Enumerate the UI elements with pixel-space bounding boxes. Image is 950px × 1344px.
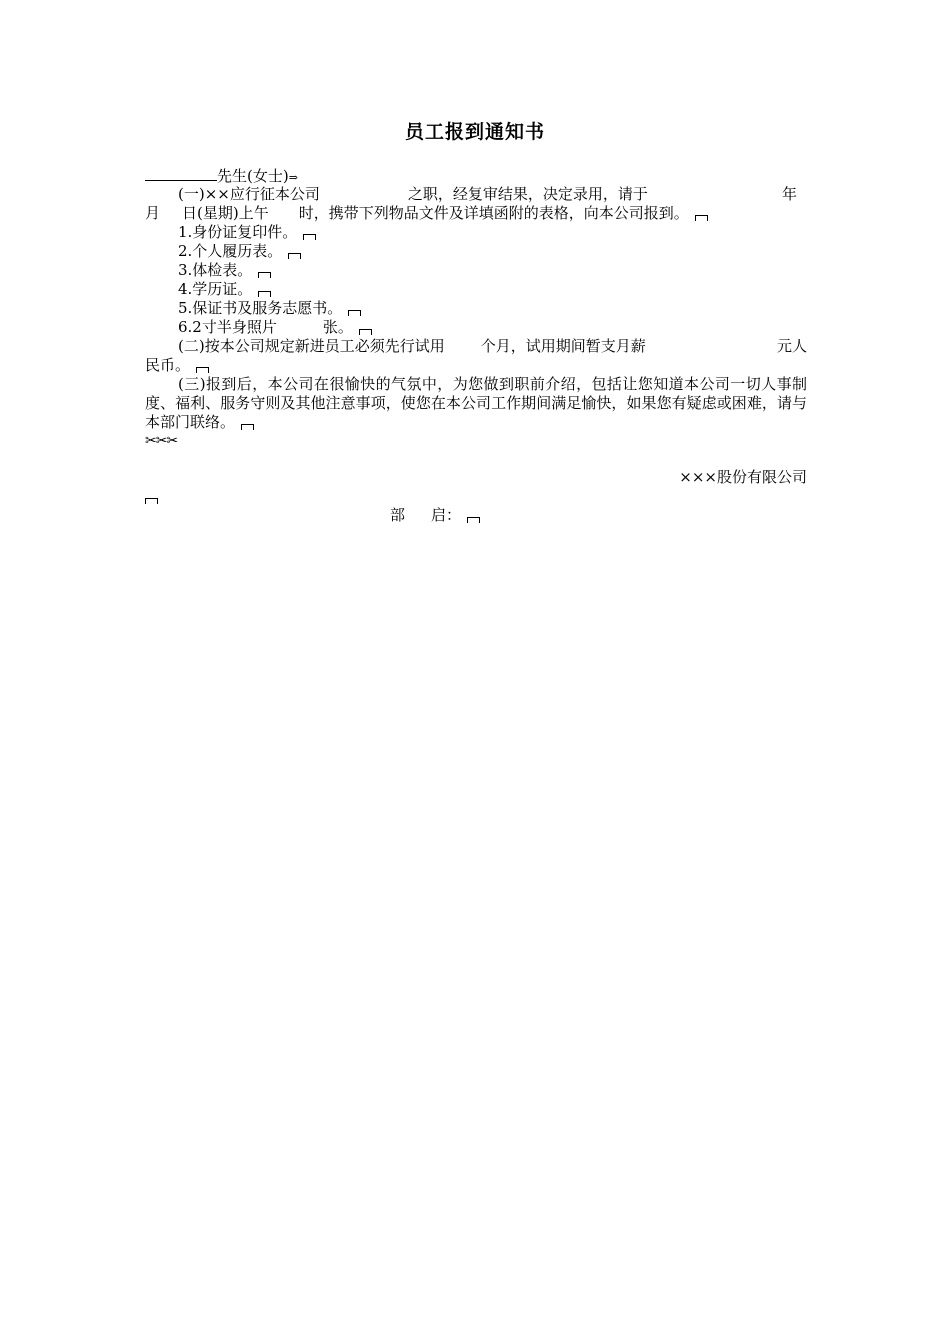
list-item [145, 318, 807, 337]
salutation-line [145, 166, 807, 185]
item3-paragraph [145, 375, 807, 432]
document-title: 员工报到通知书 [404, 121, 545, 143]
item1-text-b: 之职，经复审结果，决定录用，请于 [407, 185, 648, 203]
salutation-mark: ⇒ [288, 171, 298, 184]
paragraph-mark [258, 272, 271, 278]
item1-month: 月 [145, 204, 161, 222]
list-item [145, 223, 807, 242]
item2-text-b: 个月，试用期间暂支月薪 [480, 337, 646, 355]
list-item-text: 3.体检表。 [178, 261, 253, 279]
list-item [145, 299, 807, 318]
paragraph-mark [258, 291, 271, 297]
paragraph-mark [348, 310, 361, 316]
dept-text-a: 部 [390, 506, 406, 524]
paragraph-mark [241, 424, 254, 430]
dept-text-b: 启： [431, 506, 462, 524]
list-item-text: 2.个人履历表。 [178, 242, 283, 260]
salutation: 先生(女士) [217, 167, 289, 185]
item1-text-f: 时，携带下列物品文件及详填函附的表格，向本公司报到。 [298, 204, 689, 222]
name-blank [145, 166, 217, 181]
department-signoff [145, 506, 807, 525]
blank-line [145, 487, 807, 506]
item2-text-a: (二)按本公司规定新进员工必须先行试用 [178, 337, 445, 355]
list-item-text: 张。 [322, 318, 353, 336]
list-item [145, 280, 807, 299]
ornament: ✂✂✂ [145, 433, 178, 449]
paragraph-mark [695, 215, 708, 221]
company-name: ×××股份有限公司 [679, 468, 807, 486]
paragraph-mark [145, 498, 158, 504]
item1-text-a: (一)××应行征本公司 [178, 185, 320, 203]
paragraph-mark [196, 367, 209, 373]
item1-line2 [145, 204, 807, 223]
document-body [145, 166, 807, 525]
list-item-text: 5.保证书及服务志愿书。 [178, 299, 343, 317]
item2-text-d: 民币。 [145, 356, 191, 374]
item3-text: (三)报到后，本公司在很愉快的气氛中，为您做到职前介绍，包括让您知道本公司一切人事制度、福利、服务守则及其他注意事项，使您在本公司工作期间满足愉快，如果您有疑虑或困难，请与本部门联络。 [145, 375, 807, 431]
paragraph-mark [467, 517, 480, 523]
list-item [145, 242, 807, 261]
item2-text-c: 元人 [776, 337, 807, 355]
item1-text-e: 日(星期)上午 [182, 204, 269, 222]
item1-year: 年 [781, 185, 797, 203]
list-item-text: 1.身份证复印件。 [178, 223, 298, 241]
paragraph-mark [359, 329, 372, 335]
list-item-text: 6.2寸半身照片 [178, 318, 277, 336]
item2-line2 [145, 356, 807, 375]
list-item-text: 4.学历证。 [178, 280, 253, 298]
paragraph-mark [303, 234, 316, 240]
item1-line1 [145, 185, 807, 204]
paragraph-mark [288, 253, 301, 259]
item2-line1 [145, 337, 807, 356]
list-item [145, 261, 807, 280]
